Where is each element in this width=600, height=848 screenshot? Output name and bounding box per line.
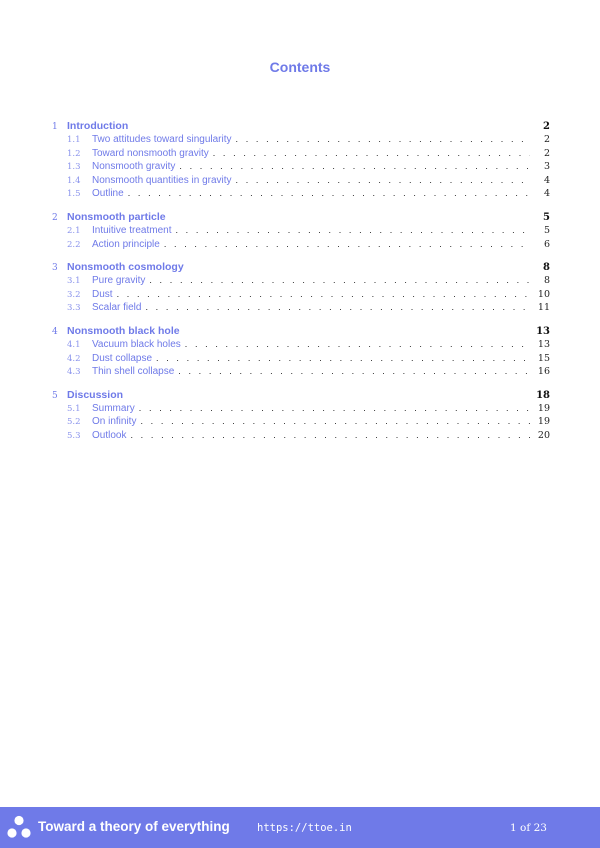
dot-leader xyxy=(236,175,530,185)
subsection-number: 5.3 xyxy=(67,430,81,441)
subsection-title[interactable]: On infinity xyxy=(92,416,137,428)
subsection-page[interactable]: 13 xyxy=(537,338,550,350)
table-of-contents xyxy=(52,120,550,453)
section-page[interactable]: 13 xyxy=(536,325,550,337)
footer-url-link[interactable]: https://ttoe.in xyxy=(257,822,352,834)
toc-section-1 xyxy=(52,120,550,202)
subsection-title[interactable]: Dust xyxy=(92,288,113,300)
subsection-title[interactable]: Two attitudes toward singularity xyxy=(92,134,232,145)
section-page[interactable]: 18 xyxy=(536,389,550,401)
subsection-page[interactable]: 3 xyxy=(543,161,550,173)
subsection-title[interactable]: Nonsmooth gravity xyxy=(92,161,176,173)
subsection-page[interactable]: 19 xyxy=(537,402,550,414)
section-number: 2 xyxy=(52,212,58,223)
subsection-page[interactable]: 10 xyxy=(537,288,550,300)
subsection-number: 2.2 xyxy=(67,239,81,250)
subsection-number: 1.2 xyxy=(67,148,81,159)
subsection-title[interactable]: Thin shell collapse xyxy=(92,366,175,378)
page-counter: 1 of 23 xyxy=(510,822,547,834)
toc-subsection-link[interactable] xyxy=(52,161,550,175)
subsection-number: 3.3 xyxy=(67,303,81,314)
toc-subsection-link[interactable] xyxy=(52,302,550,316)
toc-section-link[interactable] xyxy=(52,211,550,225)
dot-leader xyxy=(178,366,530,376)
toc-subsection-link[interactable] xyxy=(52,353,550,367)
dot-leader xyxy=(156,353,530,363)
toc-section-link[interactable] xyxy=(52,325,550,339)
toc-subsection-link[interactable] xyxy=(52,289,550,303)
section-page[interactable]: 2 xyxy=(543,121,550,132)
toc-subsection-link[interactable] xyxy=(52,366,550,380)
toc-subsection-link[interactable] xyxy=(52,239,550,253)
subsection-title[interactable]: Toward nonsmooth gravity xyxy=(92,147,209,159)
toc-subsection-link[interactable] xyxy=(52,148,550,162)
toc-subsection-link[interactable] xyxy=(52,225,550,239)
section-title[interactable]: Nonsmooth black hole xyxy=(67,324,180,337)
subsection-page[interactable]: 2 xyxy=(543,134,550,145)
subsection-page[interactable]: 2 xyxy=(543,147,550,159)
subsection-title[interactable]: Outline xyxy=(92,188,124,200)
section-number: 3 xyxy=(52,263,58,274)
subsection-number: 4.1 xyxy=(67,339,81,350)
subsection-title[interactable]: Summary xyxy=(92,402,135,414)
toc-subsection-link[interactable] xyxy=(52,430,550,444)
toc-section-link[interactable] xyxy=(52,261,550,275)
subsection-number: 1.4 xyxy=(67,175,81,186)
section-title[interactable]: Nonsmooth cosmology xyxy=(67,261,184,274)
subsection-number: 4.2 xyxy=(67,353,81,364)
section-title[interactable]: Nonsmooth particle xyxy=(67,210,166,223)
dot-leader xyxy=(185,339,530,349)
toc-section-link[interactable] xyxy=(52,389,550,403)
dot-leader xyxy=(128,188,530,198)
dot-leader xyxy=(175,225,530,235)
dot-leader xyxy=(179,161,530,171)
toc-subsection-link[interactable] xyxy=(52,134,550,148)
subsection-number: 4.3 xyxy=(67,367,81,378)
dot-leader xyxy=(130,430,530,440)
subsection-number: 5.2 xyxy=(67,417,81,428)
dot-leader xyxy=(236,134,530,144)
subsection-number: 1.5 xyxy=(67,189,81,200)
subsection-page[interactable]: 19 xyxy=(537,416,550,428)
toc-section-3 xyxy=(52,261,550,316)
toc-section-4 xyxy=(52,325,550,380)
subsection-page[interactable]: 5 xyxy=(543,224,550,236)
subsection-title[interactable]: Action principle xyxy=(92,238,160,250)
subsection-page[interactable]: 6 xyxy=(543,238,550,250)
section-number: 1 xyxy=(52,122,58,132)
subsection-title[interactable]: Scalar field xyxy=(92,302,142,314)
dot-leader xyxy=(140,416,530,426)
toc-section-link[interactable] xyxy=(52,120,550,134)
dot-leader xyxy=(164,239,530,249)
section-title[interactable]: Introduction xyxy=(67,120,129,132)
subsection-number: 3.2 xyxy=(67,289,81,300)
subsection-number: 2.1 xyxy=(67,225,81,236)
subsection-number: 1.1 xyxy=(67,135,81,145)
dot-leader xyxy=(139,403,530,413)
three-dots-logo-icon xyxy=(6,814,32,840)
subsection-title[interactable]: Outlook xyxy=(92,429,127,441)
subsection-page[interactable]: 16 xyxy=(537,366,550,378)
toc-section-2 xyxy=(52,211,550,252)
subsection-page[interactable]: 8 xyxy=(543,275,550,287)
dot-leader xyxy=(145,302,530,312)
section-page[interactable]: 8 xyxy=(543,262,550,274)
subsection-page[interactable]: 15 xyxy=(537,352,550,364)
subsection-number: 3.1 xyxy=(67,276,81,287)
dot-leader xyxy=(117,289,530,299)
subsection-title[interactable]: Pure gravity xyxy=(92,275,146,287)
toc-subsection-link[interactable] xyxy=(52,275,550,289)
toc-subsection-link[interactable] xyxy=(52,188,550,202)
toc-subsection-link[interactable] xyxy=(52,416,550,430)
subsection-title[interactable]: Vacuum black holes xyxy=(92,338,181,350)
page-title: Contents xyxy=(269,59,331,75)
subsection-page[interactable]: 20 xyxy=(537,429,550,441)
subsection-title[interactable]: Intuitive treatment xyxy=(92,224,172,236)
toc-subsection-link[interactable] xyxy=(52,403,550,417)
dot-leader xyxy=(213,148,530,158)
subsection-number: 1.3 xyxy=(67,162,81,173)
subsection-number: 5.1 xyxy=(67,403,81,414)
dot-leader xyxy=(149,275,530,285)
subsection-page[interactable]: 11 xyxy=(537,302,550,314)
footer-brand: Toward a theory of everything xyxy=(38,819,230,834)
page-footer xyxy=(0,807,600,848)
section-number: 5 xyxy=(52,390,58,401)
section-number: 4 xyxy=(52,326,58,337)
toc-section-5 xyxy=(52,389,550,444)
section-title[interactable]: Discussion xyxy=(67,388,124,401)
toc-subsection-link[interactable] xyxy=(52,339,550,353)
toc-subsection-link[interactable] xyxy=(52,175,550,189)
subsection-page[interactable]: 4 xyxy=(543,188,550,200)
subsection-title[interactable]: Dust collapse xyxy=(92,352,153,364)
subsection-title[interactable]: Nonsmooth quantities in gravity xyxy=(92,174,232,186)
subsection-page[interactable]: 4 xyxy=(543,174,550,186)
section-page[interactable]: 5 xyxy=(543,211,550,223)
